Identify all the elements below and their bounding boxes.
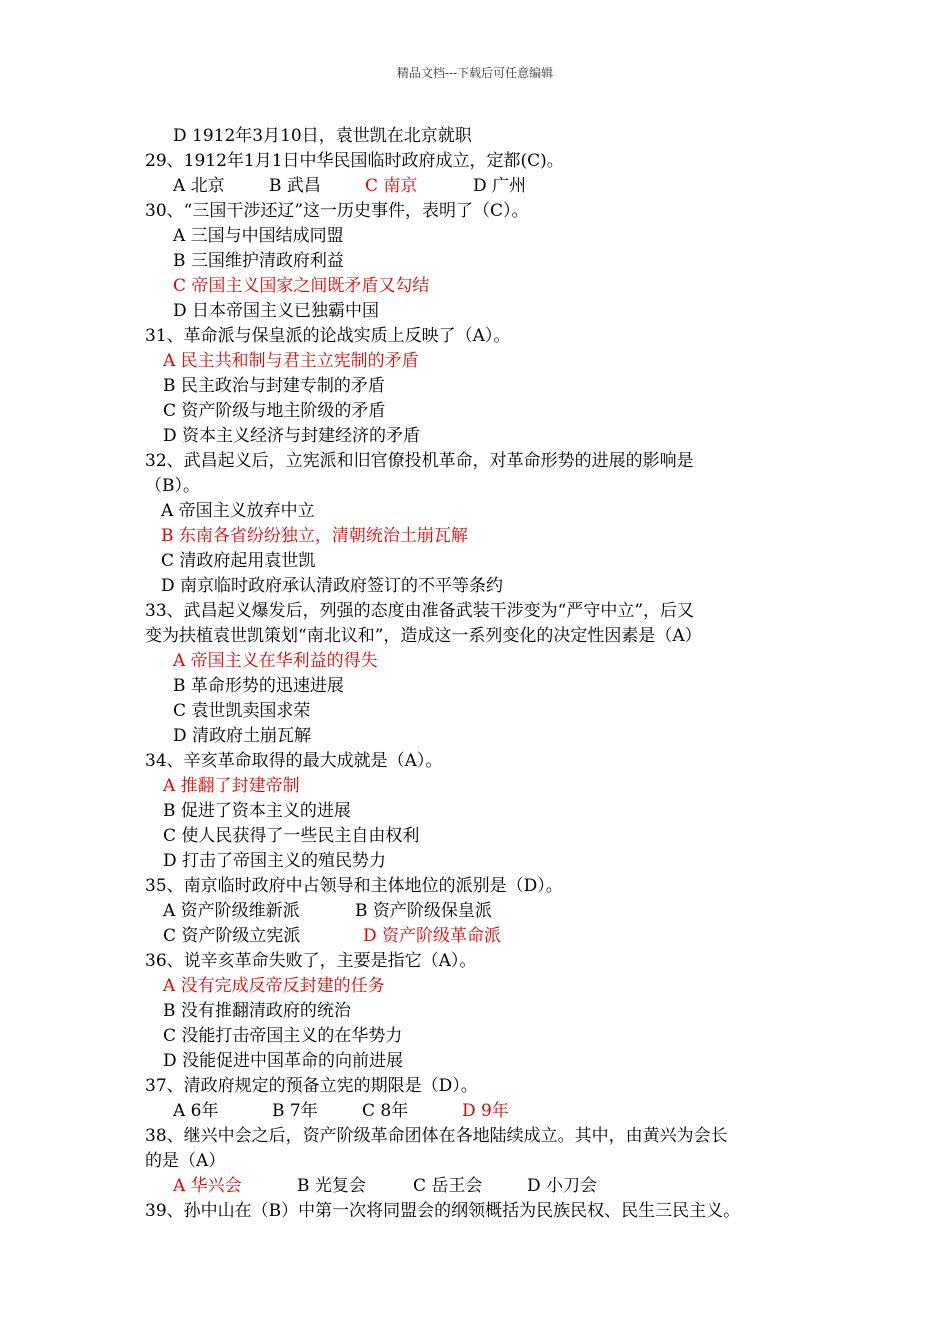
correct-answer-option: A 民主共和制与君主立宪制的矛盾 [163, 351, 419, 371]
answer-option: D 没能促进中国革命的向前进展 [163, 1051, 404, 1071]
answer-option: C 资产阶级立宪派 [163, 926, 301, 946]
correct-answer-option: A 帝国主义在华利益的得失 [173, 651, 378, 671]
correct-answer-option: A 推翻了封建帝制 [163, 776, 300, 796]
answer-option: A 北京 [173, 176, 225, 196]
answer-option-row [145, 174, 810, 199]
correct-answer-option: A 没有完成反帝反封建的任务 [163, 976, 385, 996]
answer-option: D 小刀会 [527, 1176, 598, 1196]
question-text: （B）。 [145, 476, 200, 496]
answer-option: C 使人民获得了一些民主自由权利 [163, 826, 420, 846]
question-text: 33、武昌起义爆发后，列强的态度由准备武装干涉变为“严守中立”，后又 [145, 601, 695, 621]
question-text: 36、说辛亥革命失败了，主要是指它（A）。 [145, 951, 477, 971]
answer-option: C 没能打击帝国主义的在华势力 [163, 1026, 403, 1046]
answer-option: B 光复会 [297, 1176, 366, 1196]
question-text: 30、“三国干涉还辽”这一历史事件，表明了（C）。 [145, 201, 529, 221]
question-text: 37、清政府规定的预备立宪的期限是（D）。 [145, 1076, 478, 1096]
answer-option-row [145, 924, 810, 949]
answer-option: B 武昌 [269, 176, 321, 196]
answer-option: C 清政府起用袁世凯 [161, 551, 316, 571]
question-list [145, 124, 810, 1224]
question-text: 39、孙中山在（B）中第一次将同盟会的纲领概括为民族民权、民生三民主义。 [145, 1201, 741, 1221]
answer-option: B 三国维护清政府利益 [173, 251, 344, 271]
correct-answer-option: C 帝国主义国家之间既矛盾又勾结 [173, 276, 430, 296]
question-text: 的是（A） [145, 1151, 226, 1171]
question-text: 34、辛亥革命取得的最大成就是（A）。 [145, 751, 443, 771]
page-header: 精品文档---下载后可任意编辑 [396, 66, 554, 80]
question-text: 31、革命派与保皇派的论战实质上反映了（A）。 [145, 326, 511, 346]
correct-answer-option: A 华兴会 [173, 1176, 242, 1196]
question-text: 29、1912年1月1日中华民国临时政府成立，定都(C)。 [145, 151, 564, 171]
answer-option: B 民主政治与封建专制的矛盾 [163, 376, 385, 396]
answer-option: D 资本主义经济与封建经济的矛盾 [163, 426, 421, 446]
question-text: 38、继兴中会之后，资产阶级革命团体在各地陆续成立。其中，由黄兴为会长 [145, 1126, 728, 1146]
answer-option: B 7年 [272, 1101, 318, 1121]
answer-option: A 6年 [173, 1101, 219, 1121]
answer-option: D 清政府土崩瓦解 [173, 726, 312, 746]
correct-answer-option: B 东南各省纷纷独立，清朝统治土崩瓦解 [161, 526, 468, 546]
answer-option: B 没有推翻清政府的统治 [163, 1001, 351, 1021]
question-text: 35、南京临时政府中占领导和主体地位的派别是（D）。 [145, 876, 563, 896]
answer-option-row [145, 899, 810, 924]
answer-option: D 日本帝国主义已独霸中国 [173, 301, 380, 321]
answer-option: C 资产阶级与地主阶级的矛盾 [163, 401, 386, 421]
question-text: 32、武昌起义后，立宪派和旧官僚投机革命，对革命形势的进展的影响是 [145, 451, 694, 471]
answer-option: B 资产阶级保皇派 [355, 901, 492, 921]
answer-option: D 南京临时政府承认清政府签订的不平等条约 [161, 576, 504, 596]
answer-option: D 打击了帝国主义的殖民势力 [163, 851, 387, 871]
answer-option-row [145, 1099, 810, 1124]
answer-option: A 帝国主义放弃中立 [161, 501, 315, 521]
correct-answer-option: D 资产阶级革命派 [363, 926, 502, 946]
answer-option: C 8年 [362, 1101, 409, 1121]
answer-option: D 广州 [473, 176, 527, 196]
correct-answer-option: D 9年 [462, 1101, 509, 1121]
answer-option: C 岳王会 [413, 1176, 483, 1196]
question-text: 变为扶植袁世凯策划“南北议和”，造成这一系列变化的决定性因素是（A） [145, 626, 702, 646]
answer-option: A 资产阶级维新派 [163, 901, 300, 921]
answer-option-row [145, 1174, 810, 1199]
answer-option: B 革命形势的迅速进展 [173, 676, 344, 696]
answer-option: A 三国与中国结成同盟 [173, 226, 344, 246]
answer-option: B 促进了资本主义的进展 [163, 801, 351, 821]
answer-option: C 袁世凯卖国求荣 [173, 701, 311, 721]
correct-answer-option: C 南京 [365, 176, 418, 196]
answer-option: D 1912年3月10日，袁世凯在北京就职 [173, 126, 472, 146]
